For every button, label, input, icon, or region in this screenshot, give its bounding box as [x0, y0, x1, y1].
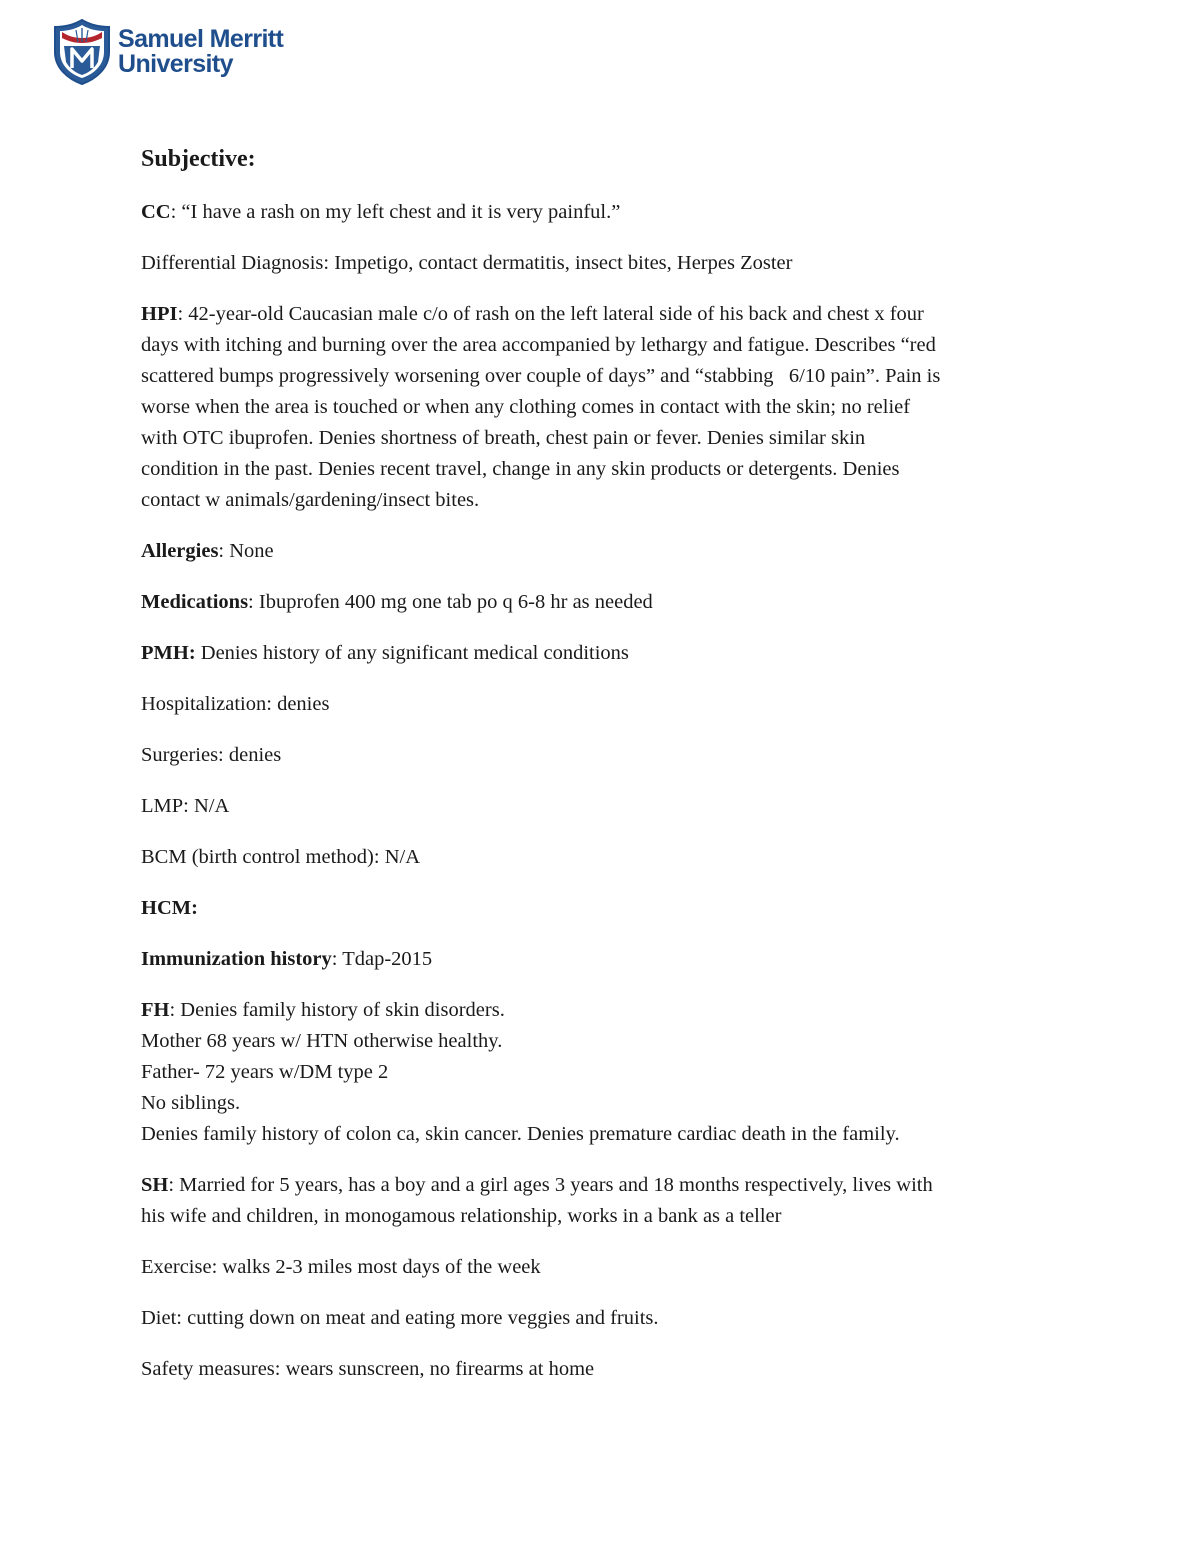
hcm — [141, 893, 1081, 924]
hpi-line: condition in the past. Denies recent travel, change in any skin products or detergents. Denies — [141, 458, 900, 480]
university-logo — [52, 18, 283, 86]
bcm: BCM (birth control method): N/A — [141, 846, 421, 868]
diet: Diet: cutting down on meat and eating more veggies and fruits. — [141, 1307, 659, 1329]
pmh-text: Denies history of any significant medical conditions — [195, 642, 629, 664]
logo-line-1: Samuel Merritt — [118, 25, 284, 53]
sh-line: SH: Married for 5 years, has a boy and a girl ages 3 years and 18 months respectively, lives with — [141, 1174, 933, 1196]
hcm-label: HCM: — [141, 897, 198, 919]
cc-label: CC — [141, 201, 171, 223]
safety-measures: Safety measures: wears sunscreen, no firearms at home — [141, 1358, 595, 1380]
fh-line: Father- 72 years w/DM type 2 — [141, 1061, 389, 1083]
pmh-label: PMH: — [141, 642, 196, 664]
logo-wordmark — [118, 27, 283, 77]
immunization-text: : Tdap-2015 — [331, 948, 433, 970]
lmp: LMP: N/A — [141, 795, 230, 817]
medications-text: : Ibuprofen 400 mg one tab po q 6-8 hr as needed — [248, 591, 653, 613]
medications — [141, 587, 1081, 618]
fh-line: Mother 68 years w/ HTN otherwise healthy. — [141, 1030, 503, 1052]
allergies-text: : None — [218, 540, 274, 562]
section-heading: Subjective: — [141, 146, 256, 172]
fh-line: No siblings. — [141, 1092, 241, 1114]
hpi-label: HPI — [141, 303, 178, 325]
medications-label: Medications — [141, 591, 249, 613]
hpi-line: HPI: 42-year-old Caucasian male c/o of rash on the left lateral side of his back and chest x four — [141, 303, 924, 325]
cc-text: : “I have a rash on my left chest and it is very painful.” — [170, 201, 621, 223]
hpi-line: scattered bumps progressively worsening over couple of days” and “stabbing 6/10 pain”. Pain is — [141, 365, 941, 387]
family-history — [141, 995, 1081, 1150]
hpi-line: worse when the area is touched or when any clothing comes in contact with the skin; no relief — [141, 396, 911, 418]
fh-label: FH — [141, 999, 170, 1021]
sh-line: his wife and children, in monogamous relationship, works in a bank as a teller — [141, 1205, 782, 1227]
exercise: Exercise: walks 2-3 miles most days of the week — [141, 1256, 541, 1278]
fh-line: FH: Denies family history of skin disorders. — [141, 999, 505, 1021]
social-history — [141, 1170, 1081, 1232]
shield-crest-icon — [52, 18, 112, 86]
chief-complaint — [141, 197, 1081, 228]
allergies — [141, 536, 1081, 567]
hpi-line: days with itching and burning over the area accompanied by lethargy and fatigue. Describes “red — [141, 334, 936, 356]
hpi-paragraph — [141, 299, 1081, 516]
sh-label: SH — [141, 1174, 169, 1196]
hpi-line: with OTC ibuprofen. Denies shortness of breath, chest pain or fever. Denies similar skin — [141, 427, 866, 449]
immunization-history — [141, 944, 1081, 975]
logo-line-2: University — [118, 50, 233, 78]
hospitalization: Hospitalization: denies — [141, 693, 330, 715]
surgeries: Surgeries: denies — [141, 744, 282, 766]
fh-line: Denies family history of colon ca, skin cancer. Denies premature cardiac death in the family. — [141, 1123, 900, 1145]
document-body — [141, 143, 1081, 1405]
differential-diagnosis: Differential Diagnosis: Impetigo, contact dermatitis, insect bites, Herpes Zoster — [141, 252, 793, 274]
immunization-label: Immunization history — [141, 948, 332, 970]
pmh — [141, 638, 1081, 669]
hpi-line: contact w animals/gardening/insect bites. — [141, 489, 480, 511]
allergies-label: Allergies — [141, 540, 219, 562]
